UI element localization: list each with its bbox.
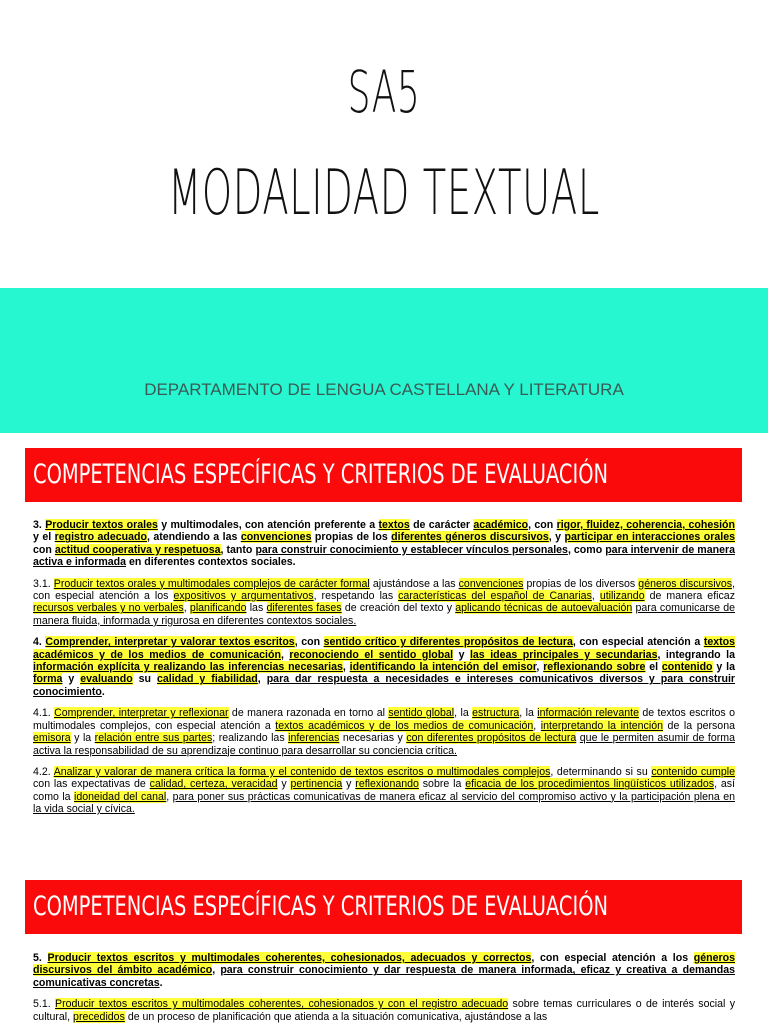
criterio-5-1: 5.1. Producir textos escritos y multimodales coherentes, cohesionados y con el registro adecuado sobre temas curriculares o de interés social y cultural, precedidos de un proceso de planificación que atienda a la situación comunicativa, ajustándose a las: [33, 998, 736, 1023]
competencia-4: 4. Comprender, interpretar y valorar textos escritos, con sentido crítico y diferentes propósitos de lectura, con especial atención a textos académicos y de los medios de comunicación, reconociendo el sentido global y las ideas principales y secundarias, integrando la información explícita y realizando las inferencias necesarias, identificando la intención del emisor, reflexionando sobre el contenido y la forma y evaluando su calidad y fiabilidad, para dar respuesta a necesidades e intereses comunicativos diversos y para construir conocimiento.: [33, 636, 736, 698]
competencias-section-1: [33, 519, 735, 825]
competencias-section-2: [33, 952, 735, 1032]
competencia-5: 5. Producir textos escritos y multimodales coherentes, cohesionados, adecuados y correctos, con especial atención a los géneros discursivos del ámbito académico, para construir conocimiento y dar respuesta de manera informada, eficaz y creativa a demandas comunicativas concretas.: [33, 952, 736, 989]
department-band: [0, 288, 768, 433]
title-line-1: SA5: [347, 58, 421, 126]
competencia-3: 3. Producir textos orales y multimodales, con atención preferente a textos de carácter académico, con rigor, fluidez, coherencia, cohesión y el registro adecuado, atendiendo a las convenciones propias de los diferentes géneros discursivos, y participar en interacciones orales con actitud cooperativa y respetuosa, tanto para construir conocimiento y establecer vínculos personales, como para intervenir de manera activa e informada en diferentes contextos sociales.: [33, 519, 735, 569]
section-banner-2: [25, 880, 742, 934]
banner-title: COMPETENCIAS ESPECÍFICAS Y CRITERIOS DE EVALUACIÓN: [33, 459, 609, 490]
title-line-2: MODALIDAD TEXTUAL: [168, 156, 600, 229]
criterio-3-1: 3.1. Producir textos orales y multimodales complejos de carácter formal ajustándose a las convenciones propias de los diversos géneros discursivos, con especial atención a los expositivos y argumentativos, respetando las características del español de Canarias, utilizando de manera eficaz recursos verbales y no verbales, planificando las diferentes fases de creación del texto y aplicando técnicas de autoevaluación para comunicarse de manera fluida, informada y rigurosa en diferentes contextos sociales.: [33, 577, 736, 627]
title-slide: [0, 0, 768, 288]
section-banner-1: [25, 448, 742, 502]
department-name: DEPARTAMENTO DE LENGUA CASTELLANA Y LITERATURA: [144, 380, 624, 399]
criterio-4-2: 4.2. Analizar y valorar de manera crítica la forma y el contenido de textos escritos o multimodales complejos, determinando si su contenido cumple con las expectativas de calidad, certeza, veracidad y pertinencia y reflexionando sobre la eficacia de los procedimientos lingüísticos utilizados, así como la idoneidad del canal, para poner sus prácticas comunicativas de manera eficaz al servicio del compromiso activo y la participación plena en la vida social y cívica.: [33, 765, 736, 816]
criterio-4-1: 4.1. Comprender, interpretar y reflexionar de manera razonada en torno al sentido global, la estructura, la información relevante de textos escritos o multimodales complejos, con especial atención a textos académicos y de los medios de comunicación, interpretando la intención de la persona emisora y la relación entre sus partes; realizando las inferencias necesarias y con diferentes propósitos de lectura que le permiten asumir de forma activa la responsabilidad de su aprendizaje continuo para desarrollar su conciencia crítica.: [33, 707, 735, 757]
banner-title: COMPETENCIAS ESPECÍFICAS Y CRITERIOS DE EVALUACIÓN: [33, 891, 609, 922]
